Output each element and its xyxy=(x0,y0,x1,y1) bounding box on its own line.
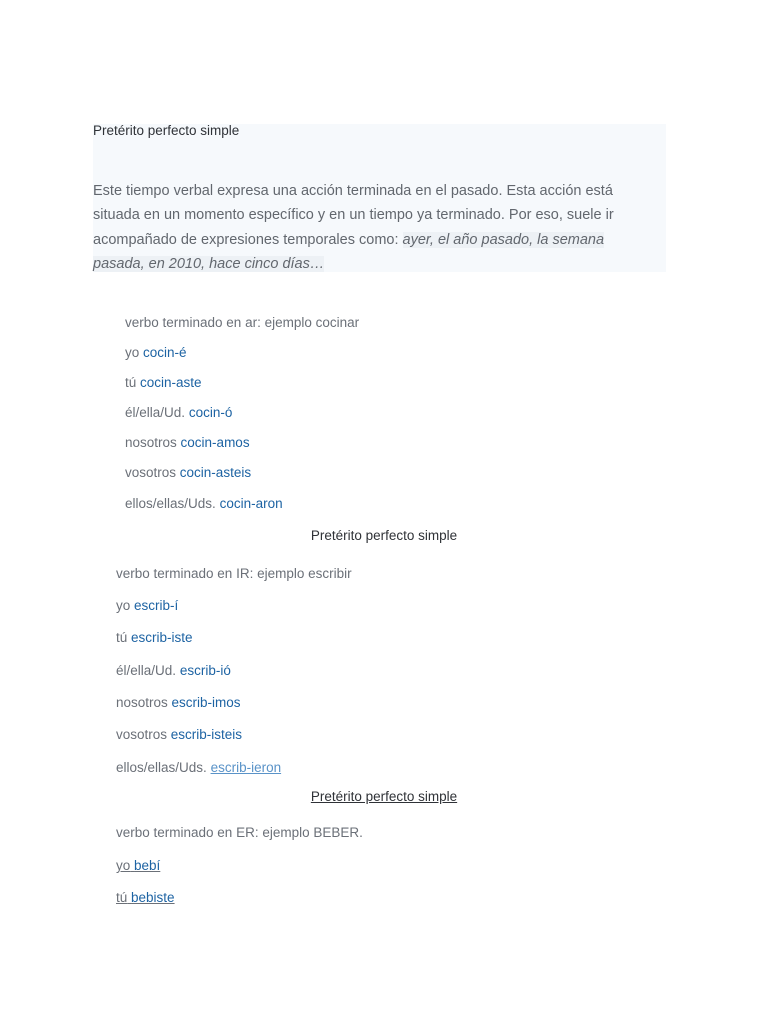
verb-form: escrib-iste xyxy=(131,630,193,645)
conjugation-row xyxy=(125,345,187,360)
pronoun: nosotros xyxy=(125,435,177,450)
pronoun: vosotros xyxy=(116,727,168,742)
conjugation-row xyxy=(116,760,281,775)
verb-form: escrib-imos xyxy=(171,695,241,710)
pronoun: él/ella/Ud. xyxy=(125,405,186,420)
conjugation-row xyxy=(125,496,283,511)
verb-form: cocin-aste xyxy=(140,375,202,390)
pronoun: ellos/ellas/Uds. xyxy=(125,496,216,511)
conjugation-row xyxy=(116,727,242,742)
section-title-link[interactable] xyxy=(0,789,768,804)
verb-form: escrib-ió xyxy=(179,663,231,678)
intro-paragraph xyxy=(93,179,658,276)
section-title: Pretérito perfecto simple xyxy=(310,528,458,543)
verb-form: cocin-é xyxy=(143,345,187,360)
section-er-heading: verbo terminado en ER: ejemplo BEBER. xyxy=(116,825,363,840)
pronoun: tú xyxy=(116,630,128,645)
pronoun: él/ella/Ud. xyxy=(116,663,177,678)
pronoun: vosotros xyxy=(125,465,177,480)
verb-form[interactable]: bebiste xyxy=(131,890,175,905)
conjugation-row xyxy=(125,435,250,450)
intro-title: Pretérito perfecto simple xyxy=(93,123,240,138)
verb-form: escrib-isteis xyxy=(170,727,243,742)
conjugation-row xyxy=(125,375,202,390)
verb-form: cocin-aron xyxy=(219,496,283,511)
verb-form[interactable]: bebí xyxy=(134,858,161,873)
conjugation-row xyxy=(116,630,193,645)
conjugation-row-link[interactable] xyxy=(116,890,175,905)
intro-paragraph-examples: ayer, el año pasado, la semana pasada, en 2010, hace cinco días… xyxy=(93,231,605,272)
pronoun[interactable]: yo xyxy=(116,858,131,873)
conjugation-row xyxy=(116,695,241,710)
verb-form: cocin-ó xyxy=(188,405,233,420)
intro-paragraph-text: Este tiempo verbal expresa una acción terminada en el pasado. Esta acción está situada en un momento específico y en un tiempo ya terminado. Por eso, suele ir acompañado de expresiones temporales como: xyxy=(93,183,614,248)
conjugation-row xyxy=(125,405,232,420)
section-title-text[interactable]: Pretérito perfecto simple xyxy=(310,789,458,804)
section-ir-heading: verbo terminado en IR: ejemplo escribir xyxy=(116,566,352,581)
section-ar-heading: verbo terminado en ar: ejemplo cocinar xyxy=(125,315,360,330)
verb-form-link[interactable]: escrib-ieron xyxy=(210,760,282,775)
conjugation-row xyxy=(125,465,251,480)
conjugation-row xyxy=(116,663,231,678)
verb-form: escrib-í xyxy=(134,598,179,613)
verb-form: cocin-asteis xyxy=(179,465,252,480)
pronoun: nosotros xyxy=(116,695,168,710)
pronoun: ellos/ellas/Uds. xyxy=(116,760,207,775)
pronoun: yo xyxy=(116,598,131,613)
conjugation-row xyxy=(116,598,178,613)
pronoun[interactable]: tú xyxy=(116,890,128,905)
pronoun: yo xyxy=(125,345,140,360)
pronoun: tú xyxy=(125,375,137,390)
verb-form: cocin-amos xyxy=(180,435,250,450)
conjugation-row-link[interactable] xyxy=(116,858,160,873)
